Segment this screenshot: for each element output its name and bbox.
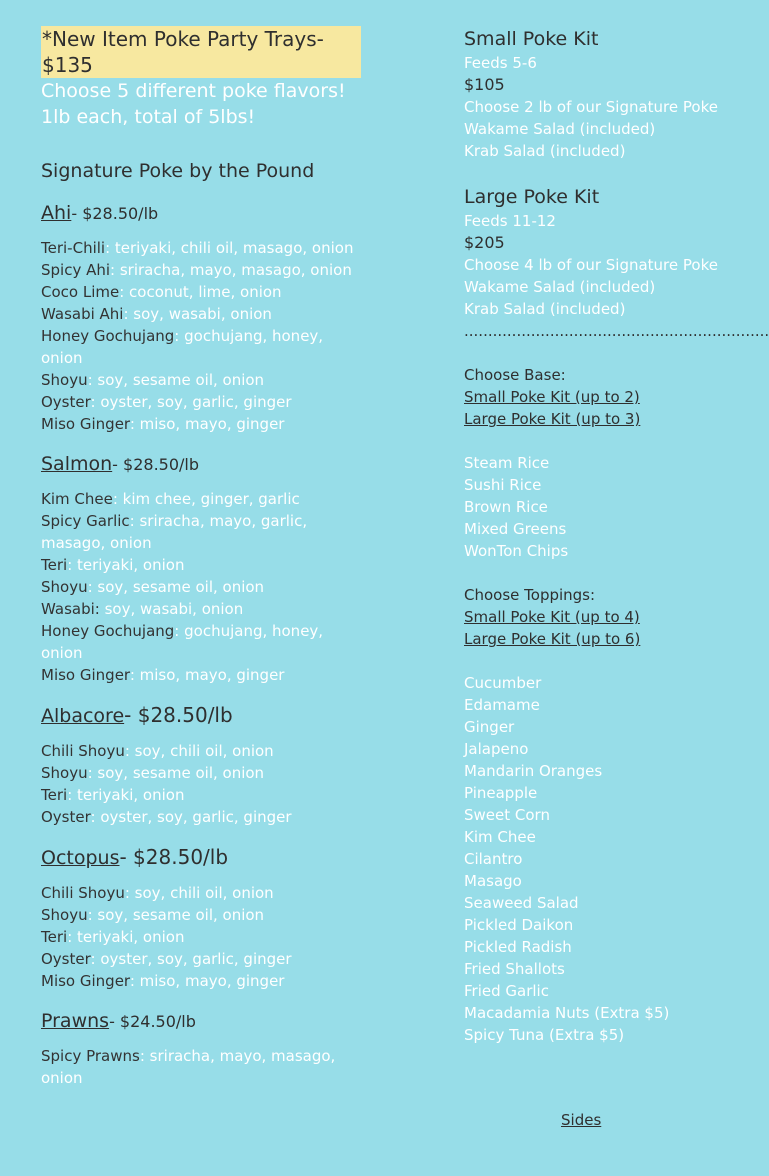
flavor-ingredients: : teriyaki, onion <box>67 928 185 946</box>
base-limit-link[interactable]: Small Poke Kit (up to 2) <box>464 388 640 406</box>
toppings-option: Pickled Daikon <box>464 916 574 934</box>
flavor-name: Miso Ginger <box>41 972 130 990</box>
fish-name[interactable]: Octopus <box>41 847 120 869</box>
toppings-option: Fried Shallots <box>464 960 565 978</box>
flavor-item <box>41 554 361 576</box>
base-option: Steam Rice <box>464 454 550 472</box>
toppings-limit-link[interactable]: Large Poke Kit (up to 6) <box>464 630 641 648</box>
flavor-item <box>41 948 361 970</box>
flavor-item <box>41 904 361 926</box>
kit-detail: Krab Salad (included) <box>464 300 626 318</box>
kit-title: Small Poke Kit <box>464 28 599 50</box>
flavor-item <box>41 740 361 762</box>
flavor-name: Oyster <box>41 808 91 826</box>
flavor-name: Teri-Chili <box>41 239 106 257</box>
fish-name[interactable]: Ahi <box>41 202 72 224</box>
base-option: Sushi Rice <box>464 476 542 494</box>
base-option: Brown Rice <box>464 498 548 516</box>
kit-title: Large Poke Kit <box>464 186 600 208</box>
promo-line-2: 1lb each, total of 5lbs! <box>41 106 256 128</box>
fish-price: - $28.50/lb <box>119 845 229 869</box>
fish-list <box>41 198 361 1089</box>
fish-heading-3 <box>41 842 361 874</box>
kit-detail: Wakame Salad (included) <box>464 278 656 296</box>
flavor-ingredients: : soy, sesame oil, onion <box>87 371 265 389</box>
toppings-option: Edamame <box>464 696 540 714</box>
flavor-name: Kim Chee <box>41 490 113 508</box>
base-option: WonTon Chips <box>464 542 569 560</box>
flavor-item <box>41 576 361 598</box>
flavor-ingredients: : kim chee, ginger, garlic <box>112 490 300 508</box>
flavor-name: Chili Shoyu <box>41 884 125 902</box>
toppings-option: Seaweed Salad <box>464 894 579 912</box>
kit-price: $205 <box>464 233 505 252</box>
flavor-name: Teri <box>41 556 68 574</box>
flavor-item <box>41 413 361 435</box>
fish-price: - $28.50/lb <box>112 455 200 474</box>
signature-heading: Signature Poke by the Pound <box>41 160 315 182</box>
flavor-name: Miso Ginger <box>41 415 130 433</box>
toppings-option: Pickled Radish <box>464 938 572 956</box>
base-limits <box>464 386 726 430</box>
flavor-item <box>41 882 361 904</box>
toppings-option: Pineapple <box>464 784 538 802</box>
toppings-option: Cilantro <box>464 850 523 868</box>
kit-feeds: Feeds 11-12 <box>464 212 556 230</box>
flavor-item <box>41 303 361 325</box>
kit-price: $105 <box>464 75 505 94</box>
flavor-ingredients: : gochujang, honey, onion <box>41 327 324 367</box>
toppings-heading: Choose Toppings: <box>464 586 596 604</box>
base-limit-link[interactable]: Large Poke Kit (up to 3) <box>464 410 641 428</box>
flavor-item <box>41 806 361 828</box>
kits-list <box>464 26 726 320</box>
toppings-option: Kim Chee <box>464 828 536 846</box>
fish-heading-4 <box>41 1006 361 1037</box>
flavor-ingredients: : oyster, soy, garlic, ginger <box>90 808 292 826</box>
flavor-ingredients: : gochujang, honey, onion <box>41 622 324 662</box>
fish-name[interactable]: Salmon <box>41 453 113 475</box>
flavor-item <box>41 259 361 281</box>
flavor-ingredients: : coconut, lime, onion <box>119 283 282 301</box>
fish-flavor-list <box>41 488 361 686</box>
flavor-item <box>41 369 361 391</box>
kit-detail: Wakame Salad (included) <box>464 120 656 138</box>
flavor-ingredients: : teriyaki, onion <box>67 556 185 574</box>
flavor-ingredients: : soy, sesame oil, onion <box>87 578 265 596</box>
toppings-option: Jalapeno <box>464 740 529 758</box>
flavor-name: Oyster <box>41 393 91 411</box>
flavor-name: Wasabi Ahi <box>41 305 124 323</box>
fish-flavor-list <box>41 237 361 435</box>
flavor-ingredients: : sriracha, mayo, garlic, masago, onion <box>41 512 308 552</box>
flavor-name: Spicy Ahi <box>41 261 111 279</box>
base-heading: Choose Base: <box>464 366 566 384</box>
flavor-ingredients: : oyster, soy, garlic, ginger <box>90 393 292 411</box>
flavor-ingredients: : miso, mayo, ginger <box>129 666 285 684</box>
fish-heading-0 <box>41 198 361 229</box>
toppings-option: Ginger <box>464 718 515 736</box>
fish-price: - $28.50/lb <box>124 703 233 727</box>
base-options <box>464 452 726 562</box>
flavor-item <box>41 391 361 413</box>
divider-dots: ................................................................ <box>464 322 769 340</box>
flavor-name: Shoyu <box>41 371 88 389</box>
flavor-ingredients: : sriracha, mayo, masago, onion <box>41 1047 336 1087</box>
flavor-ingredients: : soy, sesame oil, onion <box>87 906 265 924</box>
toppings-option: Mandarin Oranges <box>464 762 603 780</box>
flavor-ingredients: : miso, mayo, ginger <box>129 415 285 433</box>
flavor-name: Miso Ginger <box>41 666 130 684</box>
flavor-name: Wasabi: <box>41 600 100 618</box>
flavor-name: Teri <box>41 786 68 804</box>
flavor-item <box>41 784 361 806</box>
flavor-item <box>41 620 361 664</box>
toppings-options <box>464 672 726 1046</box>
toppings-option: Macadamia Nuts (Extra $5) <box>464 1004 670 1022</box>
toppings-option: Masago <box>464 872 522 890</box>
flavor-name: Shoyu <box>41 578 88 596</box>
flavor-ingredients: : sriracha, mayo, masago, onion <box>110 261 352 279</box>
flavor-item <box>41 510 361 554</box>
flavor-item <box>41 488 361 510</box>
flavor-ingredients: : teriyaki, chili oil, masago, onion <box>105 239 354 257</box>
kits-column <box>464 26 769 1046</box>
fish-heading-1 <box>41 449 361 480</box>
signature-menu-column <box>41 26 361 1089</box>
fish-flavor-list <box>41 1045 361 1089</box>
fish-flavor-list <box>41 740 361 828</box>
flavor-ingredients: : teriyaki, onion <box>67 786 185 804</box>
base-option: Mixed Greens <box>464 520 567 538</box>
toppings-limits <box>464 606 726 650</box>
flavor-ingredients: : oyster, soy, garlic, ginger <box>90 950 292 968</box>
toppings-option: Cucumber <box>464 674 542 692</box>
promo-line-1: Choose 5 different poke flavors! <box>41 80 346 102</box>
flavor-item <box>41 325 361 369</box>
flavor-item <box>41 598 361 620</box>
flavor-name: Honey Gochujang <box>41 327 175 345</box>
flavor-ingredients: : soy, sesame oil, onion <box>87 764 265 782</box>
flavor-ingredients: : soy, chili oil, onion <box>124 884 274 902</box>
flavor-name: Shoyu <box>41 764 88 782</box>
sides-link[interactable]: Sides <box>561 1111 602 1129</box>
flavor-ingredients: : soy, chili oil, onion <box>124 742 274 760</box>
toppings-option: Sweet Corn <box>464 806 550 824</box>
flavor-name: Honey Gochujang <box>41 622 175 640</box>
kit-detail: Choose 4 lb of our Signature Poke <box>464 256 718 274</box>
flavor-item <box>41 664 361 686</box>
flavor-item <box>41 237 361 259</box>
flavor-name: Oyster <box>41 950 91 968</box>
kit-feeds: Feeds 5-6 <box>464 54 537 72</box>
toppings-limit-link[interactable]: Small Poke Kit (up to 4) <box>464 608 640 626</box>
flavor-name: Shoyu <box>41 906 88 924</box>
flavor-name: Coco Lime <box>41 283 120 301</box>
kit-detail: Choose 2 lb of our Signature Poke <box>464 98 718 116</box>
kit-detail: Krab Salad (included) <box>464 142 626 160</box>
toppings-option: Fried Garlic <box>464 982 549 1000</box>
toppings-option: Spicy Tuna (Extra $5) <box>464 1026 625 1044</box>
flavor-name: Spicy Prawns <box>41 1047 140 1065</box>
fish-name[interactable]: Prawns <box>41 1010 110 1032</box>
flavor-name: Spicy Garlic <box>41 512 130 530</box>
flavor-name: Chili Shoyu <box>41 742 125 760</box>
fish-price: - $28.50/lb <box>71 204 159 223</box>
fish-flavor-list <box>41 882 361 992</box>
flavor-item <box>41 926 361 948</box>
flavor-ingredients: : soy, wasabi, onion <box>123 305 272 323</box>
promo-headline: *New Item Poke Party Trays- $135 <box>41 26 361 78</box>
flavor-item <box>41 970 361 992</box>
flavor-item <box>41 762 361 784</box>
flavor-item <box>41 281 361 303</box>
fish-heading-2 <box>41 700 361 732</box>
flavor-ingredients: : miso, mayo, ginger <box>129 972 285 990</box>
fish-price: - $24.50/lb <box>109 1012 196 1031</box>
flavor-ingredients: soy, wasabi, onion <box>99 600 244 618</box>
flavor-name: Teri <box>41 928 68 946</box>
flavor-item <box>41 1045 361 1089</box>
spacer <box>464 162 726 184</box>
fish-name[interactable]: Albacore <box>41 705 125 727</box>
